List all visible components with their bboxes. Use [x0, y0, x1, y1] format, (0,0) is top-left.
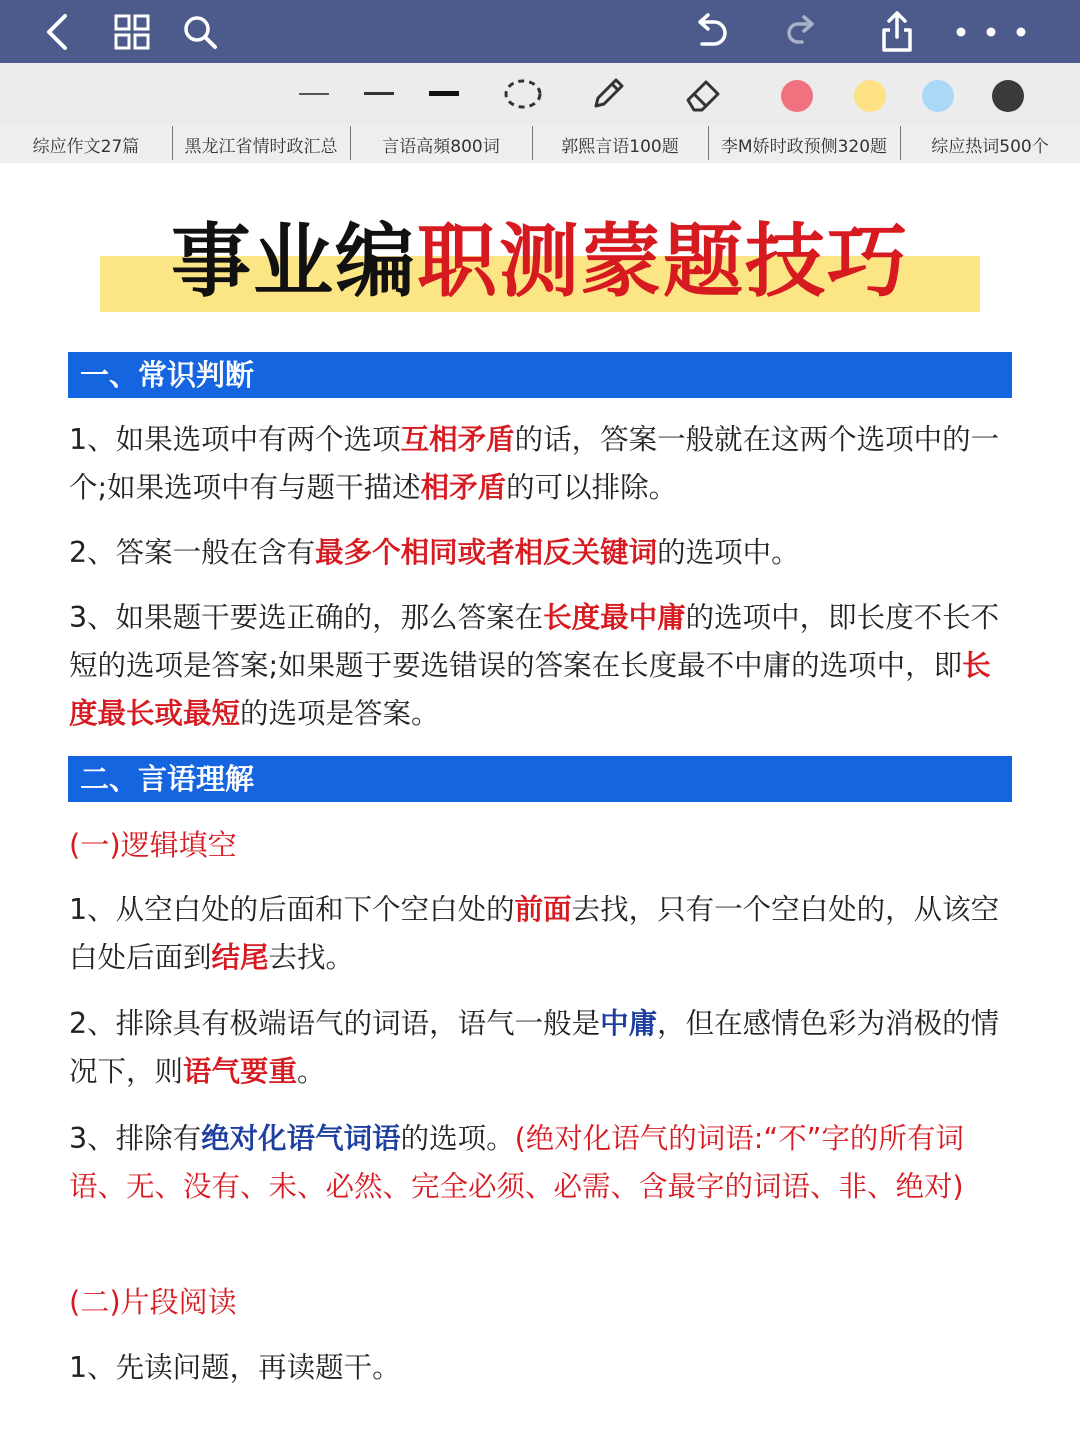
tab-item[interactable]: 综应作文27篇 — [32, 136, 140, 157]
share-button[interactable] — [873, 8, 921, 56]
section-header-verbal: 二、言语理解 — [68, 756, 1012, 802]
more-icon — [953, 26, 1029, 38]
paragraph: 1、如果选项中有两个选项互相矛盾的话，答案一般就在这两个选项中的一个;如果选项中有与题干描述相矛盾的可以排除。 — [69, 423, 1000, 504]
page-title — [100, 211, 980, 313]
paragraph: 1、先读问题，再读题干。 — [69, 1351, 401, 1384]
color-swatch-black[interactable] — [992, 80, 1024, 112]
paragraph: 3、排除有绝对化语气词语的选项。(绝对化语气的词语:“不”字的所有词语、无、没有、未、必然、完全必须、必需、含最字的词语、非、绝对) — [69, 1122, 964, 1203]
thin-line-icon — [299, 91, 331, 97]
paragraph: 3、如果题干要选正确的，那么答案在长度最中庸的选项中，即长度不长不短的选项是答案;如果题于要选错误的答案在长度最不中庸的选项中，即长度最长或最短的选项是答案。 — [69, 601, 1000, 730]
section-header-common-sense: 一、常识判断 — [68, 352, 1012, 398]
thick-line-icon — [429, 90, 461, 98]
undo-button[interactable] — [686, 8, 734, 56]
eraser-button[interactable] — [680, 71, 726, 117]
medium-stroke-button[interactable] — [357, 71, 403, 117]
tab-item[interactable]: 黑龙江省情时政汇总 — [172, 125, 350, 163]
drawing-toolbar — [0, 63, 1080, 125]
tab-item[interactable]: 言语高頻800词 — [350, 125, 532, 163]
search-button[interactable] — [176, 8, 224, 56]
document-page — [0, 163, 1080, 1441]
redo-button[interactable] — [778, 8, 826, 56]
chevron-left-icon — [43, 12, 73, 52]
color-swatch-yellow[interactable] — [854, 80, 886, 112]
undo-icon — [690, 12, 730, 52]
lasso-icon — [503, 76, 543, 112]
title-black-part: 事业编 — [171, 214, 417, 308]
tab-item[interactable]: 李M娇时政预侧320题 — [708, 125, 900, 163]
pen-icon — [588, 74, 628, 114]
paragraph: 2、答案一般在含有最多个相同或者相反关键词的选项中。 — [69, 536, 800, 569]
back-button[interactable] — [34, 8, 82, 56]
pen-button[interactable] — [585, 71, 631, 117]
lasso-button[interactable] — [500, 71, 546, 117]
thin-stroke-button[interactable] — [292, 71, 338, 117]
paragraph: 2、排除具有极端语气的词语，语气一般是中庸，但在感情色彩为消极的情况下，则语气要重。 — [69, 1007, 1000, 1088]
grid-button[interactable] — [108, 8, 156, 56]
eraser-icon — [682, 74, 724, 114]
document-tabs — [0, 125, 1080, 163]
more-button[interactable] — [950, 8, 1032, 56]
redo-icon — [782, 12, 822, 52]
paragraph: 1、从空白处的后面和下个空白处的前面去找，只有一个空白处的，从该空白处后面到结尾去找。 — [69, 893, 1000, 974]
color-swatch-pink[interactable] — [781, 80, 813, 112]
grid-icon — [114, 14, 150, 50]
color-swatch-blue[interactable] — [922, 80, 954, 112]
subsection-title: (一)逻辑填空 — [69, 828, 237, 862]
tab-item[interactable]: 综应热词500个 — [900, 125, 1080, 163]
title-text — [100, 211, 980, 311]
top-nav-bar — [0, 0, 1080, 63]
search-icon — [182, 14, 218, 50]
share-icon — [877, 10, 917, 54]
subsection-title: (二)片段阅读 — [69, 1285, 237, 1319]
tab-item[interactable]: 郭熙言语100题 — [532, 125, 708, 163]
medium-line-icon — [364, 91, 396, 97]
thick-stroke-button[interactable] — [422, 71, 468, 117]
title-red-part: 职测蒙题技巧 — [417, 214, 909, 308]
